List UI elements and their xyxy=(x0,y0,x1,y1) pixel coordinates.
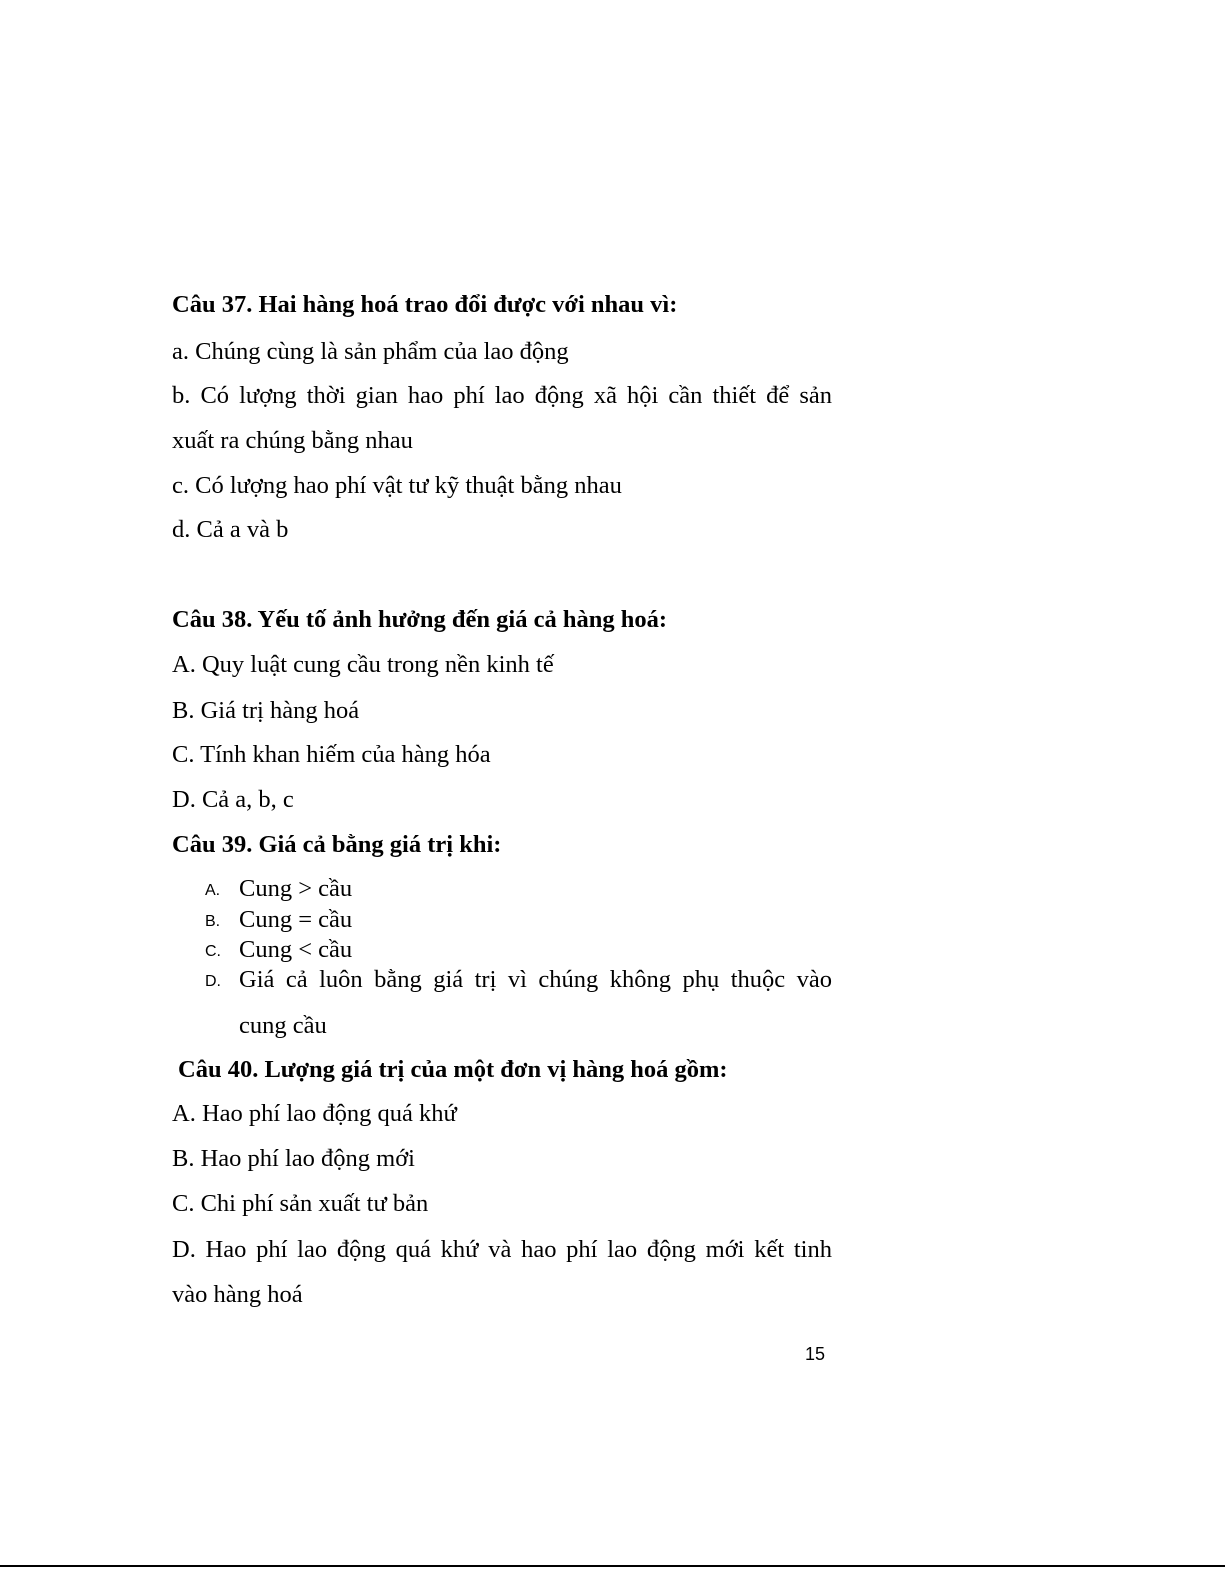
question-38-title: Câu 38. Yếu tố ảnh hưởng đến giá cả hàng hoá: xyxy=(172,606,668,633)
question-40-option-c: C. Chi phí sản xuất tư bản xyxy=(172,1190,429,1217)
question-40-option-b: B. Hao phí lao động mới xyxy=(172,1145,415,1172)
question-37-option-d: d. Cả a và b xyxy=(172,516,289,543)
question-38-option-a: A. Quy luật cung cầu trong nền kinh tế xyxy=(172,651,554,678)
question-39-option-d: Giá cả luôn bằng giá trị vì chúng không phụ thuộc vào xyxy=(239,966,832,993)
question-40-title: Câu 40. Lượng giá trị của một đơn vị hàng hoá gồm: xyxy=(178,1056,728,1083)
question-38-option-d: D. Cả a, b, c xyxy=(172,786,294,813)
page-number: 15 xyxy=(805,1344,826,1364)
question-40-option-d-continuation: vào hàng hoá xyxy=(172,1281,303,1308)
question-38-option-b: B. Giá trị hàng hoá xyxy=(172,697,360,724)
question-39-option-b: Cung = cầu xyxy=(239,906,353,933)
question-39-option-c: Cung < cầu xyxy=(239,936,353,963)
question-39-option-a: Cung > cầu xyxy=(239,875,353,902)
question-40-option-a: A. Hao phí lao động quá khứ xyxy=(172,1100,457,1127)
question-38-option-c: C. Tính khan hiếm của hàng hóa xyxy=(172,741,491,768)
question-37-option-a: a. Chúng cùng là sản phẩm của lao động xyxy=(172,338,569,365)
question-37-option-c: c. Có lượng hao phí vật tư kỹ thuật bằng nhau xyxy=(172,472,622,499)
question-39-marker-c: C. xyxy=(205,943,221,960)
question-39-marker-b: B. xyxy=(205,913,221,930)
question-37-title: Câu 37. Hai hàng hoá trao đổi được với nhau vì: xyxy=(172,291,678,318)
question-40-option-d: D. Hao phí lao động quá khứ và hao phí lao động mới kết tinh xyxy=(172,1236,832,1263)
question-39-marker-d: D. xyxy=(205,973,221,990)
question-37-option-b-continuation: xuất ra chúng bằng nhau xyxy=(172,427,413,454)
question-39-marker-a: A. xyxy=(205,882,221,899)
page-bottom-border xyxy=(0,1565,1225,1567)
question-37-option-b: b. Có lượng thời gian hao phí lao động xã hội cần thiết để sản xyxy=(172,382,832,409)
question-39-option-d-continuation: cung cầu xyxy=(239,1012,327,1039)
question-39-title: Câu 39. Giá cả bằng giá trị khi: xyxy=(172,831,502,858)
